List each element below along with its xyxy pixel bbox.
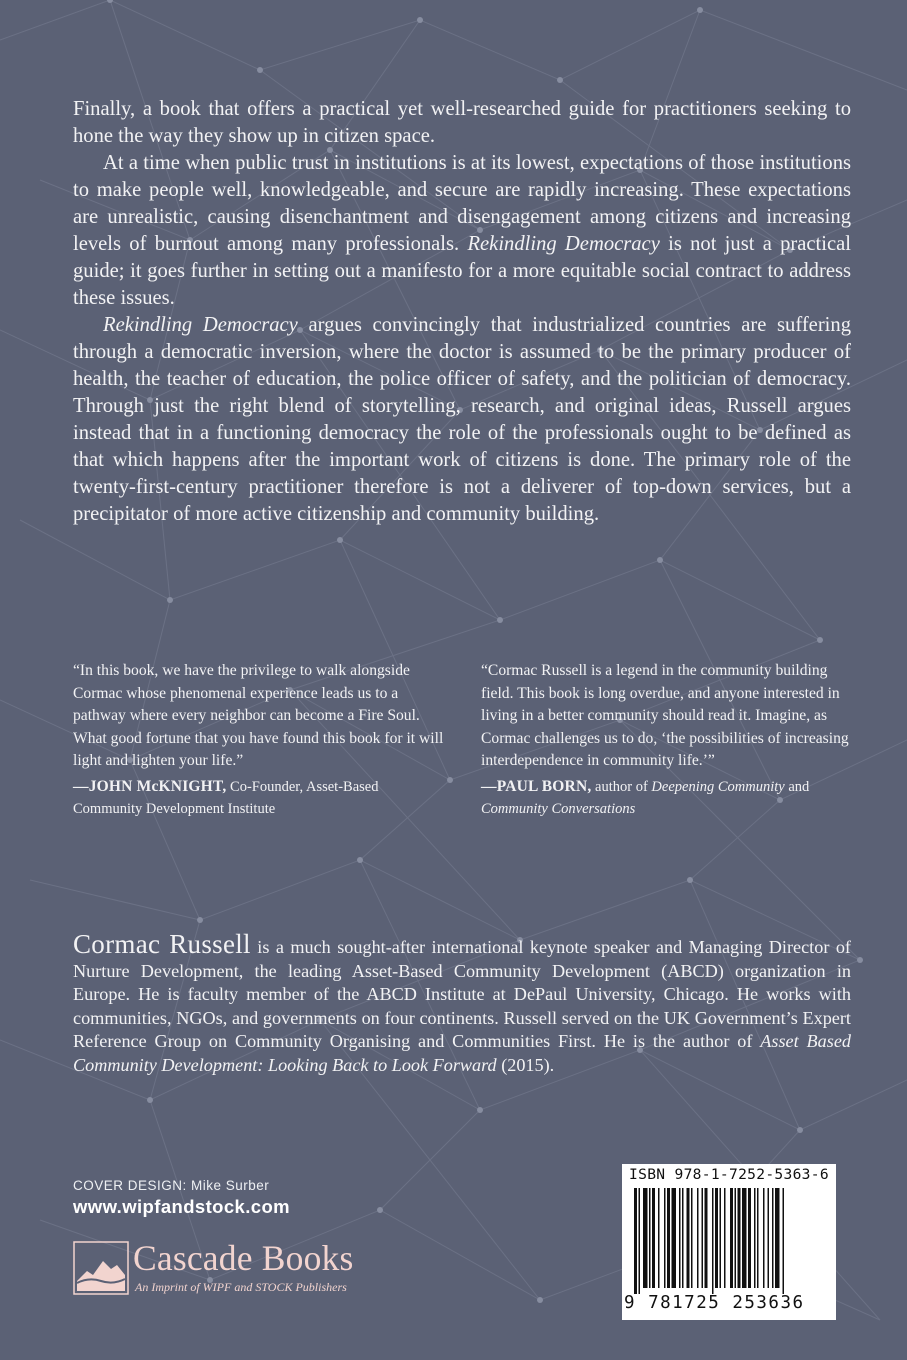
barcode-bars xyxy=(634,1188,832,1294)
endorsement-attribution: —JOHN McKNIGHT, Co-Founder, Asset-Based Community Development Institute xyxy=(73,777,379,817)
isbn-barcode xyxy=(622,1164,836,1320)
publisher-name: Cascade Books xyxy=(133,1238,354,1278)
description-blurb xyxy=(73,96,851,528)
book-title-italic: Rekindling Democracy xyxy=(467,233,660,255)
barcode-digits: 9 781725 253636 xyxy=(624,1293,805,1313)
blurb-paragraph-3: Rekindling Democracy argues convincingly that industrialized countries are suffering through a democratic inversion, where the doctor is assumed to be the primary producer of health, the teacher of education, the police officer of safety, and the politician of democracy. Through just the right blend of storytelling, research, and original ideas, Russell argues instead that in a functioning democracy the role of the professionals ought to be defined as that which happens after the important work of citizens is done. The primary role of the twenty-first-century practitioner therefore is not a deliverer of top-down services, but a precipitator of more active citizenship and community building. xyxy=(73,314,851,525)
publisher-tagline: An Imprint of WIPF and STOCK Publishers xyxy=(135,1280,347,1294)
endorsement-mcknight xyxy=(73,660,445,820)
endorsement-attribution: —PAUL BORN, author of Deepening Community and Community Conversations xyxy=(481,777,810,817)
blurb-paragraph-1: Finally, a book that offers a practical yet well-researched guide for practitioners seeking to hone the way they show up in citizen space. xyxy=(73,98,851,147)
book-title-italic: Rekindling Democracy xyxy=(103,314,298,336)
author-book-title: Asset Based Community Development: Looking Back to Look Forward xyxy=(73,1031,851,1075)
endorsement-text: “Cormac Russell is a legend in the community building field. This book is long overdue, and anyone interested in living in a better community should read it. Imagine, as Cormac challenges us to do, ‘the possibilities of increasing interdependence in community life.’” xyxy=(481,662,849,770)
author-name: Cormac Russell xyxy=(73,929,251,959)
author-bio: Cormac Russell is a much sought-after international keynote speaker and Managing Director of Nurture Development, the leading Asset-Based Community Development (ABCD) organization in Europe. He is faculty member of the ABCD Institute at DePaul University, Chicago. He works with communities, NGOs, and governments on four continents. Russell served on the UK Government’s Expert Reference Group on Community Organising and Communities First. He is the author of Asset Based Community Development: Looking Back to Look Forward (2015). xyxy=(73,929,851,1075)
endorsement-text: “In this book, we have the privilege to walk alongside Cormac whose phenomenal experience leads us to a pathway where every neighbor can become a Fire Soul. What good fortune that you have found this book for it will light and lighten your life.” xyxy=(73,662,444,770)
isbn-number: ISBN 978-1-7252-5363-6 xyxy=(629,1166,829,1183)
cover-design-credit: COVER DESIGN: Mike Surber xyxy=(73,1178,270,1193)
publisher-logo xyxy=(73,1238,403,1301)
endorsement-born xyxy=(481,660,853,820)
mountain-logo-icon xyxy=(73,1241,129,1295)
credits xyxy=(73,1178,290,1218)
blurb-paragraph-2: At a time when public trust in institutions is at its lowest, expectations of those institutions to make people well, knowledgeable, and secure are rapidly increasing. These expectations are unrealistic, causing disenchantment and disengagement among citizens and increasing levels of burnout among many professionals. Rekindling Democracy is not just a practical guide; it goes further in setting out a manifesto for a more equitable social contract to address these issues. xyxy=(73,152,851,309)
publisher-website: www.wipfandstock.com xyxy=(73,1196,291,1217)
